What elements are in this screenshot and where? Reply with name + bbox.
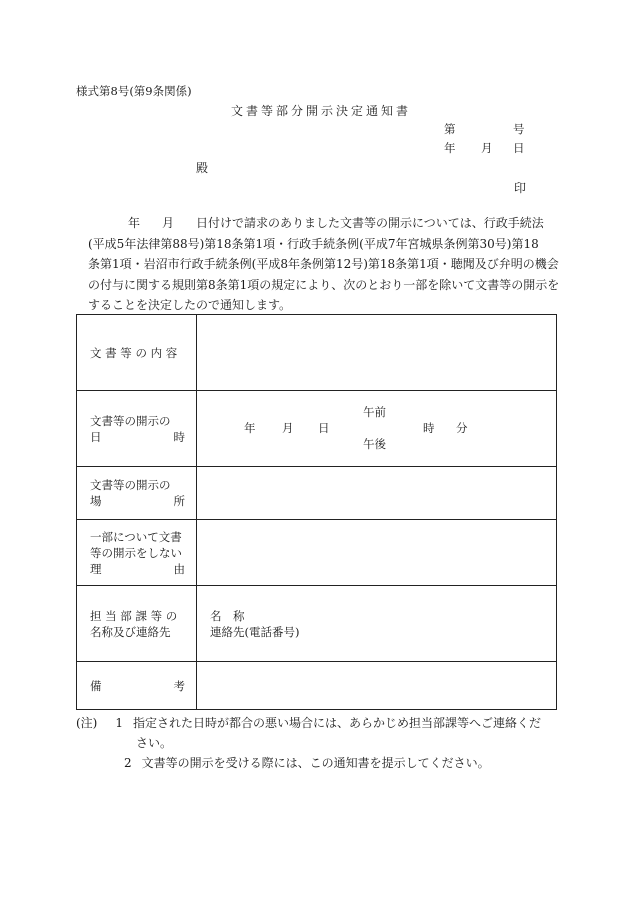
value-nondisclosure-reason[interactable] (197, 520, 557, 586)
value-responsible-dept[interactable] (197, 586, 557, 662)
value-disclosure-place[interactable] (197, 467, 557, 520)
form-id: 様式第8号(第9条関係) (76, 84, 192, 98)
notes (76, 713, 541, 773)
datetime-am: 午前 (363, 405, 386, 419)
date-month: 月 (481, 141, 493, 155)
body-line-3: 条第1項・岩沼市行政手続条例(平成8年条例第12号)第18条第1項・聴聞及び弁明の機会 (88, 257, 559, 271)
row-nondisclosure-reason (77, 520, 557, 586)
dept-contact-label: 連絡先(電話番号) (210, 624, 300, 639)
number-go: 号 (513, 122, 525, 136)
note-2-text: 文書等の開示を受ける際には、この通知書を提示してください。 (141, 756, 490, 770)
date-year: 年 (444, 141, 456, 155)
label-document-content: 文 書 等 の 内 容 (77, 315, 197, 391)
datetime-minute: 分 (456, 421, 468, 435)
number-dai: 第 (444, 122, 456, 136)
notice-body (88, 213, 568, 316)
body-month: 月 (162, 216, 175, 230)
label-nondisclosure-reason: 一部について文書 等の開示をしない 理 由 (77, 520, 197, 586)
note-prefix: (注) (76, 716, 98, 730)
row-responsible-dept (77, 586, 557, 662)
seal-mark: 印 (514, 181, 527, 195)
document-title: 文書等部分開示決定通知書 (231, 104, 412, 118)
note-2-number: 2 (124, 756, 132, 770)
body-line-1-rest: 日付けで請求のありました文書等の開示については、行政手続法 (196, 216, 544, 230)
body-line-5: することを決定したので通知します。 (88, 298, 292, 312)
label-responsible-dept: 担 当 部 課 等 の 名称及び連絡先 (77, 586, 197, 662)
datetime-pm: 午後 (363, 437, 386, 451)
note-1-text: 指定された日時が都合の悪い場合には、あらかじめ担当部課等へご連絡くだ (133, 716, 542, 730)
label-disclosure-datetime: 文書等の開示の 日 時 (77, 391, 197, 467)
value-disclosure-datetime[interactable] (197, 391, 557, 467)
datetime-month: 月 (282, 421, 294, 435)
note-1-number: 1 (115, 716, 124, 730)
label-disclosure-place: 文書等の開示の 場 所 (77, 467, 197, 520)
datetime-year: 年 (244, 421, 256, 435)
row-disclosure-place (77, 467, 557, 520)
body-line-1 (128, 213, 568, 234)
note-1 (76, 713, 541, 733)
body-line-4: の付与に関する規則第8条第1項の規定により、次のとおり一部を除いて文書等の開示を (88, 277, 560, 292)
row-remarks (77, 662, 557, 710)
date-day: 日 (513, 141, 525, 155)
row-disclosure-datetime (77, 391, 557, 467)
value-remarks[interactable] (197, 662, 557, 710)
datetime-day: 日 (318, 421, 330, 435)
note-1-continued: さい。 (136, 736, 173, 750)
dept-name-label: 名 称 (210, 608, 245, 623)
disclosure-table (76, 314, 557, 710)
note-2 (76, 753, 541, 773)
datetime-hour: 時 (423, 421, 435, 435)
addressee-suffix: 殿 (196, 161, 209, 175)
body-line-2: (平成5年法律第88号)第18条第1項・行政手続条例(平成7年宮城県条例第30号)第18 (88, 236, 539, 251)
label-remarks: 備 考 (77, 662, 197, 710)
value-document-content[interactable] (197, 315, 557, 391)
body-year: 年 (128, 216, 141, 230)
row-document-content (77, 315, 557, 391)
